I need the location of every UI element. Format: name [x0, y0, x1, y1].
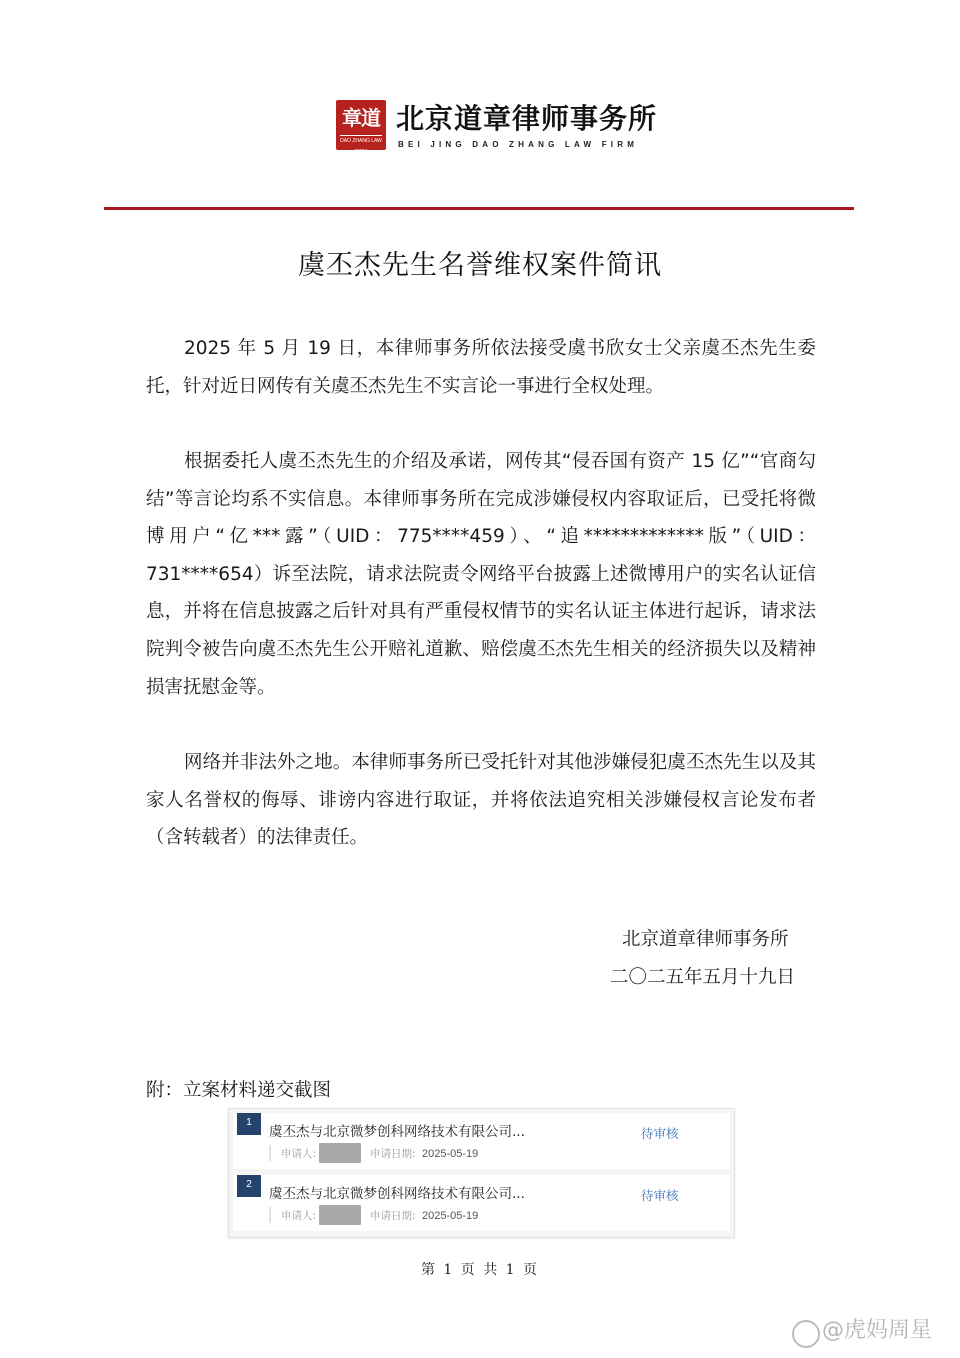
meta-divider [269, 1207, 271, 1223]
paragraph-2: 根据委托人虞丕杰先生的介绍及承诺，网传其“侵吞国有资产 15 亿”“官商勾结”等言论均系不实信息。本律师事务所在完成涉嫌侵权内容取证后，已受托将微博用户“亿***露”（UID：775****459）、“追*************版”（UID：731****654）诉至法院，请求法院责令网络平台披露上述微博用户的实名认证信息，并将在信息披露之后针对具有严重侵权情节的实名认证主体进行起诉，请求法院判令被告向虞丕杰先生公开赔礼道歉、赔偿虞丕杰先生相关的经济损失以及精神损害抚慰金等。 [146, 451, 816, 698]
signature-date: 二〇二五年五月十九日 [610, 967, 796, 988]
firm-seal-logo [336, 100, 386, 155]
document-title: 虞丕杰先生名誉维权案件简讯 [298, 250, 662, 281]
seal-subtext: DAO ZHANG LAW FIRM [340, 135, 382, 148]
case-filing-screenshot [228, 1108, 735, 1238]
applicant-label: 申请人: [281, 1210, 317, 1222]
applicant-label: 申请人: [281, 1148, 317, 1160]
letterhead-divider [104, 207, 854, 210]
case-name: 虞丕杰与北京微梦创科网络技术有限公司... [269, 1186, 525, 1202]
meta-divider [269, 1145, 271, 1161]
case-status: 待审核 [641, 1126, 679, 1141]
case-list-item [233, 1175, 730, 1231]
signature-firm: 北京道章律师事务所 [622, 929, 789, 950]
watermark-icon [792, 1320, 820, 1348]
case-index-badge: 1 [237, 1113, 261, 1135]
page-number: 第 1 页 共 1 页 [420, 1262, 540, 1278]
case-status: 待审核 [641, 1188, 679, 1203]
filing-date-label: 申请日期: [370, 1210, 416, 1222]
firm-name-chinese: 北京道章律师事务所 [396, 102, 658, 135]
firm-name-english: BEI JING DAO ZHANG LAW FIRM [398, 140, 639, 149]
watermark-text: @虎妈周星 [822, 1318, 933, 1343]
case-name: 虞丕杰与北京微梦创科网络技术有限公司... [269, 1124, 525, 1140]
filing-date-value: 2025-05-19 [422, 1210, 479, 1222]
seal-characters: 章道 [342, 106, 380, 130]
letterhead [336, 100, 658, 155]
filing-date-value: 2025-05-19 [422, 1148, 479, 1160]
paragraph-3: 网络并非法外之地。本律师事务所已受托针对其他涉嫌侵犯虞丕杰先生以及其家人名誉权的侮辱、诽谤内容进行取证，并将依法追究相关涉嫌侵权言论发布者（含转载者）的法律责任。 [146, 752, 816, 849]
applicant-redacted [319, 1143, 361, 1163]
case-index-badge: 2 [237, 1175, 261, 1197]
attachment-label: 附：立案材料递交截图 [146, 1080, 332, 1101]
case-list-item [233, 1113, 730, 1169]
filing-date-label: 申请日期: [370, 1148, 416, 1160]
paragraph-1: 2025 年 5 月 19 日，本律师事务所依法接受虞书欣女士父亲虞丕杰先生委托，针对近日网传有关虞丕杰先生不实言论一事进行全权处理。 [146, 338, 816, 397]
applicant-redacted [319, 1205, 361, 1225]
